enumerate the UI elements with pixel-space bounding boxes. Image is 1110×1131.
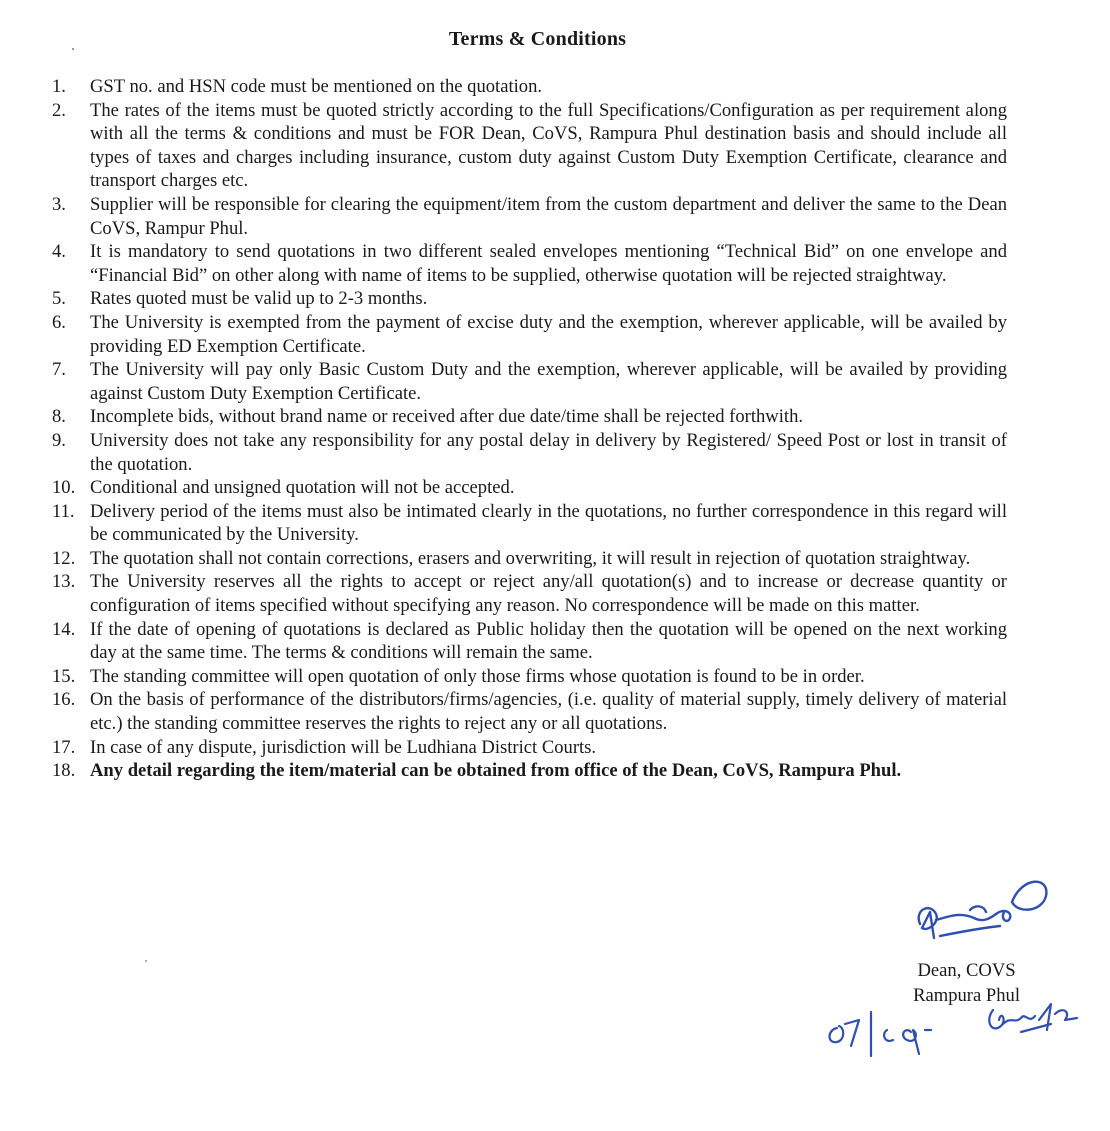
term-number: 7. — [52, 359, 66, 381]
term-text: The standing committee will open quotation of only those firms whose quotation is found to be in order. — [90, 665, 865, 687]
term-item — [52, 618, 1007, 665]
term-number: 9. — [52, 429, 66, 451]
term-number: 11. — [52, 500, 75, 522]
term-text: It is mandatory to send quotations in two different sealed envelopes mentioning “Technical Bid” on one envelope and “Financial Bid” on other along with name of items to be supplied, otherwise quotation will be rejected straightway. — [90, 241, 1007, 286]
term-item — [52, 476, 1007, 500]
term-number: 2. — [52, 99, 66, 121]
term-item — [52, 570, 1007, 617]
term-item — [52, 99, 1007, 193]
terms-list — [52, 75, 1007, 783]
scan-speck — [145, 960, 147, 962]
term-text: Delivery period of the items must also be intimated clearly in the quotations, no further correspondence in this regard will be communicated by the University. — [90, 500, 1007, 546]
signatory-location: Rampura Phul — [913, 985, 1020, 1006]
term-number: 3. — [52, 193, 66, 215]
term-number: 14. — [52, 618, 76, 640]
document-title: Terms & Conditions — [448, 28, 627, 50]
term-number: 10. — [52, 477, 76, 499]
term-item — [52, 75, 1007, 99]
term-text: The University reserves all the rights to accept or reject any/all quotation(s) and to increase or decrease quantity or configuration of items specified without specifying any reason. No correspondence will be made on this matter. — [90, 571, 1007, 617]
term-number: 12. — [52, 547, 76, 569]
term-item — [52, 311, 1007, 358]
term-number: 16. — [52, 689, 76, 711]
term-text: Supplier will be responsible for clearing the equipment/item from the custom department and deliver the same to the Dean CoVS, Rampur Phul. — [90, 193, 1007, 239]
term-number: 13. — [52, 571, 76, 593]
term-item — [52, 736, 1007, 760]
term-number: 1. — [52, 76, 66, 97]
term-number: 18. — [52, 760, 76, 782]
term-item — [52, 358, 1007, 405]
handwritten-signature — [900, 862, 1060, 952]
term-number: 15. — [52, 665, 76, 687]
term-item — [52, 287, 1007, 311]
term-number: 8. — [52, 406, 66, 428]
term-item — [52, 193, 1007, 240]
term-number: 17. — [52, 736, 76, 758]
term-item — [52, 240, 1007, 287]
term-text: The University will pay only Basic Custom Duty and the exemption, wherever applicable, will be availed by providing against Custom Duty Exemption Certificate. — [90, 359, 1007, 404]
signatory-title: Dean, COVS — [917, 960, 1016, 981]
term-number: 6. — [52, 311, 66, 333]
term-text: Incomplete bids, without brand name or received after due date/time shall be rejected forthwith. — [90, 406, 804, 428]
term-number: 5. — [52, 288, 66, 310]
handwritten-date-initials — [815, 990, 1095, 1060]
term-text: The University is exempted from the payment of excise duty and the exemption, wherever applicable, will be availed by providing ED Exemption Certificate. — [90, 311, 1007, 357]
term-item — [52, 429, 1007, 476]
term-number: 4. — [52, 241, 66, 263]
term-text: In case of any dispute, jurisdiction will be Ludhiana District Courts. — [90, 736, 597, 758]
term-item — [52, 665, 1007, 689]
term-text: University does not take any responsibility for any postal delay in delivery by Registered/ Speed Post or lost in transit of the quotation. — [90, 429, 1007, 475]
term-text: The rates of the items must be quoted strictly according to the full Specifications/Configuration as per requirement along with all the terms & conditions and must be FOR Dean, CoVS, Rampura Phul destination basis and should include all types of taxes and charges including insurance, custom duty against Custom Duty Exemption Certificate, clearance and transport charges etc. — [90, 99, 1007, 192]
term-item — [52, 688, 1007, 735]
term-text: Any detail regarding the item/material can be obtained from office of the Dean, CoVS, Rampura Phul. — [90, 760, 902, 782]
term-item — [52, 547, 1007, 571]
term-text: GST no. and HSN code must be mentioned on the quotation. — [90, 76, 543, 97]
term-text: Conditional and unsigned quotation will not be accepted. — [90, 477, 515, 499]
term-item — [52, 405, 1007, 429]
term-text: On the basis of performance of the distributors/firms/agencies, (i.e. quality of material supply, timely delivery of material etc.) the standing committee reserves the rights to reject any or all quotations. — [90, 689, 1007, 735]
term-item — [52, 759, 1007, 783]
term-text: Rates quoted must be valid up to 2-3 months. — [90, 288, 428, 310]
term-text: The quotation shall not contain corrections, erasers and overwriting, it will result in rejection of quotation straightway. — [90, 547, 971, 569]
term-item — [52, 500, 1007, 547]
term-text: If the date of opening of quotations is declared as Public holiday then the quotation will be opened on the next working day at the same time. The terms & conditions will remain the same. — [90, 618, 1007, 664]
